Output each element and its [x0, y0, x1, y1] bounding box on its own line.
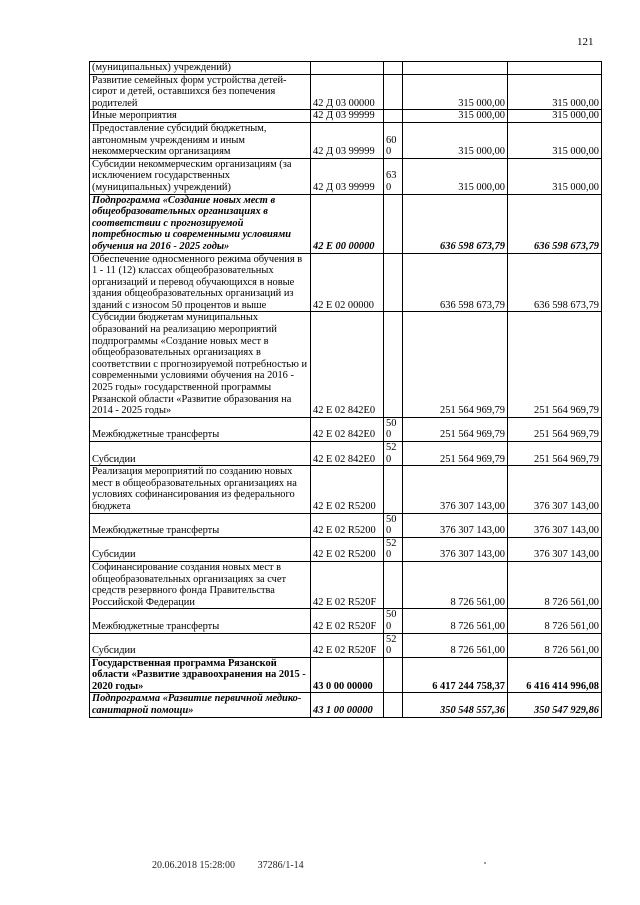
- row-name: (муниципальных) учреждений): [90, 62, 311, 75]
- row-target-code: 42 Е 02 842Е0: [311, 312, 384, 417]
- row-amount-1: [403, 62, 508, 75]
- row-expense-type: 630: [384, 158, 403, 194]
- table-row: [90, 466, 602, 513]
- row-amount-2: [508, 62, 602, 75]
- row-amount-2: 636 598 673,79: [508, 253, 602, 312]
- row-amount-1: 8 726 561,00: [403, 609, 508, 633]
- row-amount-1: 251 564 969,79: [403, 442, 508, 466]
- row-expense-type: [384, 312, 403, 417]
- row-target-code: 42 Е 02 R520F: [311, 633, 384, 657]
- table-row: [90, 657, 602, 693]
- row-target-code: 42 Е 02 00000: [311, 253, 384, 312]
- row-name: Межбюджетные трансферты: [90, 513, 311, 537]
- table-row: [90, 537, 602, 561]
- row-name: Субсидии: [90, 537, 311, 561]
- row-amount-1: 315 000,00: [403, 158, 508, 194]
- row-target-code: 42 Д 03 99999: [311, 122, 384, 158]
- row-name: Развитие семейных форм устройства детей-сирот и детей, оставшихся без попечения родителей: [90, 74, 311, 110]
- row-amount-1: 636 598 673,79: [403, 253, 508, 312]
- row-name: Субсидии бюджетам муниципальных образований на реализацию мероприятий подпрограммы «Создание новых мест в общеобразовательных организациях в соответствии с прогнозируемой потребностью и современными условиями обучения на 2016 - 2025 годы» государственной программы Рязанской области «Развитие образования на 2014 - 2025 годы»: [90, 312, 311, 417]
- table-row: [90, 253, 602, 312]
- row-expense-type: 520: [384, 537, 403, 561]
- row-amount-2: 251 564 969,79: [508, 417, 602, 441]
- row-target-code: 42 Е 00 00000: [311, 194, 384, 253]
- row-amount-1: 251 564 969,79: [403, 417, 508, 441]
- row-amount-1: 315 000,00: [403, 122, 508, 158]
- row-expense-type: [384, 657, 403, 693]
- row-expense-type: [384, 74, 403, 110]
- row-expense-type: 520: [384, 633, 403, 657]
- table-row: [90, 609, 602, 633]
- row-amount-1: 8 726 561,00: [403, 633, 508, 657]
- row-amount-2: 315 000,00: [508, 158, 602, 194]
- row-name: Обеспечение односменного режима обучения в 1 - 11 (12) классах общеобразовательных организаций и перевод обучающихся в новые здания общеобразовательных организаций из зданий с износом 50 процентов и выше: [90, 253, 311, 312]
- row-amount-2: 8 726 561,00: [508, 609, 602, 633]
- table-row: [90, 513, 602, 537]
- row-target-code: 43 0 00 00000: [311, 657, 384, 693]
- row-amount-2: 636 598 673,79: [508, 194, 602, 253]
- row-target-code: [311, 62, 384, 75]
- row-name: Субсидии: [90, 633, 311, 657]
- budget-table: [89, 61, 602, 718]
- row-name: Софинансирование создания новых мест в общеобразовательных организациях за счет средств резервного фонда Правительства Российской Федерации: [90, 561, 311, 608]
- row-expense-type: [384, 693, 403, 717]
- row-amount-2: 315 000,00: [508, 74, 602, 110]
- row-amount-1: 315 000,00: [403, 110, 508, 123]
- row-target-code: 42 Е 02 842Е0: [311, 442, 384, 466]
- row-name: Субсидии: [90, 442, 311, 466]
- row-name: Подпрограмма «Создание новых мест в общеобразовательных организациях в соответствии с прогнозируемой потребностью и современными условиями обучения на 2016 - 2025 годы»: [90, 194, 311, 253]
- row-target-code: 42 Д 03 99999: [311, 110, 384, 123]
- table-row: [90, 62, 602, 75]
- table-row: [90, 312, 602, 417]
- row-name: Межбюджетные трансферты: [90, 609, 311, 633]
- row-amount-1: 315 000,00: [403, 74, 508, 110]
- row-amount-2: 350 547 929,86: [508, 693, 602, 717]
- row-amount-2: 8 726 561,00: [508, 561, 602, 608]
- row-amount-1: 376 307 143,00: [403, 537, 508, 561]
- row-target-code: 42 Е 02 R5200: [311, 537, 384, 561]
- row-name: Реализация мероприятий по созданию новых мест в общеобразовательных организациях на условиях софинансирования из федерального бюджета: [90, 466, 311, 513]
- row-expense-type: [384, 466, 403, 513]
- row-target-code: 43 1 00 00000: [311, 693, 384, 717]
- row-amount-1: 376 307 143,00: [403, 513, 508, 537]
- row-expense-type: 500: [384, 609, 403, 633]
- row-name: Предоставление субсидий бюджетным, автономным учреждениям и иным некоммерческим организациям: [90, 122, 311, 158]
- row-target-code: 42 Д 03 99999: [311, 158, 384, 194]
- row-amount-2: 376 307 143,00: [508, 537, 602, 561]
- row-expense-type: [384, 62, 403, 75]
- row-amount-2: 376 307 143,00: [508, 513, 602, 537]
- table-row: [90, 693, 602, 717]
- footer-document-id: 37286/1-14: [257, 860, 304, 871]
- row-expense-type: [384, 253, 403, 312]
- row-expense-type: [384, 110, 403, 123]
- row-name: Межбюджетные трансферты: [90, 417, 311, 441]
- row-expense-type: 500: [384, 513, 403, 537]
- table-row: [90, 74, 602, 110]
- row-amount-2: 8 726 561,00: [508, 633, 602, 657]
- row-target-code: 42 Е 02 R5200: [311, 513, 384, 537]
- row-expense-type: 500: [384, 417, 403, 441]
- row-amount-1: 350 548 557,36: [403, 693, 508, 717]
- page-number: 121: [577, 36, 594, 48]
- row-amount-1: 8 726 561,00: [403, 561, 508, 608]
- row-target-code: 42 Е 02 842Е0: [311, 417, 384, 441]
- row-target-code: 42 Е 02 R520F: [311, 561, 384, 608]
- table-row: [90, 417, 602, 441]
- row-target-code: 42 Д 03 00000: [311, 74, 384, 110]
- row-expense-type: 600: [384, 122, 403, 158]
- row-name: Субсидии некоммерческим организациям (за исключением государственных (муниципальных) учреждений): [90, 158, 311, 194]
- table-row: [90, 122, 602, 158]
- row-amount-1: 6 417 244 758,37: [403, 657, 508, 693]
- row-amount-2: 376 307 143,00: [508, 466, 602, 513]
- table-row: [90, 194, 602, 253]
- row-amount-1: 376 307 143,00: [403, 466, 508, 513]
- row-target-code: 42 Е 02 R5200: [311, 466, 384, 513]
- row-expense-type: [384, 194, 403, 253]
- table-row: [90, 442, 602, 466]
- row-name: Подпрограмма «Развитие первичной медико-санитарной помощи»: [90, 693, 311, 717]
- row-expense-type: [384, 561, 403, 608]
- budget-table-body: [90, 62, 602, 718]
- row-amount-1: 251 564 969,79: [403, 312, 508, 417]
- row-amount-1: 636 598 673,79: [403, 194, 508, 253]
- row-amount-2: 6 416 414 996,08: [508, 657, 602, 693]
- row-amount-2: 251 564 969,79: [508, 442, 602, 466]
- table-row: [90, 561, 602, 608]
- row-amount-2: 315 000,00: [508, 110, 602, 123]
- row-expense-type: 520: [384, 442, 403, 466]
- document-footer: [152, 860, 324, 871]
- table-row: [90, 158, 602, 194]
- row-target-code: 42 Е 02 R520F: [311, 609, 384, 633]
- table-row: [90, 633, 602, 657]
- row-amount-2: 251 564 969,79: [508, 312, 602, 417]
- row-amount-2: 315 000,00: [508, 122, 602, 158]
- row-name: Иные мероприятия: [90, 110, 311, 123]
- scan-speck: [484, 862, 486, 864]
- table-row: [90, 110, 602, 123]
- row-name: Государственная программа Рязанской области «Развитие здравоохранения на 2015 - 2020 годы»: [90, 657, 311, 693]
- footer-datetime: 20.06.2018 15:28:00: [152, 860, 236, 871]
